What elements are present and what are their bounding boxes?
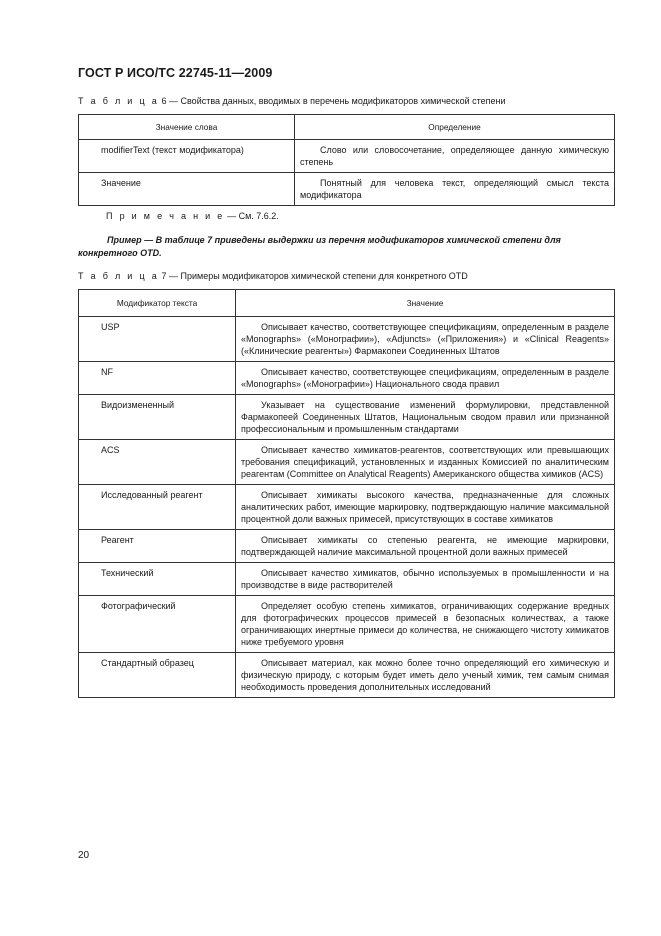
table-row <box>79 485 615 530</box>
table6-caption-label: Т а б л и ц а <box>78 96 159 106</box>
table7-caption-label: Т а б л и ц а <box>78 271 159 281</box>
table7-cell-value: Описывает материал, как можно более точно определяющий его химическую и физическую природу, с которым будет иметь дело ученый химик, тем самым снимая необходимость проведения дополнительных исследований <box>236 653 615 698</box>
example-paragraph: Пример — В таблице 7 приведены выдержки из перечня модификаторов химической степени для конкретного OTD. <box>78 235 561 258</box>
table7-header-modifier: Модификатор текста <box>79 290 236 317</box>
table7-cell-value: Описывает химикаты со степенью реагента, не имеющие маркировки, подтверждающей наличие максимальной процентной доли важных примесей <box>236 530 615 563</box>
table7-cell-value: Определяет особую степень химикатов, ограничивающих содержание вредных для фотографических процессов примесей в безопасных количествах, а также ограничивающих инертные примеси до количества, не снижающего чистоту химикатов ниже требуемого уровня <box>236 596 615 653</box>
table-row <box>79 530 615 563</box>
table-row <box>79 317 615 362</box>
table7-cell-value: Описывает качество химикатов-реагентов, соответствующих или превышающих требования спецификаций, установленных и изданных Комиссией по аналитическим реагентам (Committee on Analytical Reagents) Американского общества химиков (ACS) <box>236 440 615 485</box>
table7-cell-value: Описывает качество, соответствующее спецификациям, определенным в разделе «Monographs» («Монографии»), «Adjuncts» («Приложения») и «Clinical Reagents» («Клинические реагенты») Фармакопеи Соединенных Штатов <box>236 317 615 362</box>
table7-cell-modifier: Стандартный образец <box>79 653 236 698</box>
table7-header-value: Значение <box>236 290 615 317</box>
table-row <box>79 596 615 653</box>
table6 <box>78 114 615 206</box>
document-header: ГОСТ Р ИСО/ТС 22745-11—2009 <box>78 66 273 80</box>
table6-cell-definition: Понятный для человека текст, определяющий смысл текста модификатора <box>295 173 615 206</box>
table6-header-row <box>79 115 615 140</box>
table-row <box>79 563 615 596</box>
table7-cell-modifier: Видоизмененный <box>79 395 236 440</box>
table-row <box>79 653 615 698</box>
table-row <box>79 395 615 440</box>
table7-header-row <box>79 290 615 317</box>
table7-cell-modifier: Технический <box>79 563 236 596</box>
table7-caption-text: 7 — Примеры модификаторов химической степени для конкретного OTD <box>159 271 468 281</box>
table6-cell-definition: Слово или словосочетание, определяющее данную химическую степень <box>295 140 615 173</box>
table7-cell-modifier: NF <box>79 362 236 395</box>
note <box>106 211 279 221</box>
table7-cell-modifier: Исследованный реагент <box>79 485 236 530</box>
table7-cell-modifier: Фотографический <box>79 596 236 653</box>
table-row <box>79 140 615 173</box>
table6-header-definition: Определение <box>295 115 615 140</box>
table6-cell-word: modifierText (текст модификатора) <box>79 140 295 173</box>
page-number: 20 <box>78 850 90 861</box>
table6-caption-text: 6 — Свойства данных, вводимых в перечень модификаторов химической степени <box>159 96 506 106</box>
note-text: — См. 7.6.2. <box>224 211 279 221</box>
note-label: П р и м е ч а н и е <box>106 211 225 221</box>
table7-cell-value: Указывает на существование изменений формулировки, представленной Фармакопеей Соединенных Штатов, Национальным сводом правил или признанной профессиональным и промышленным стандартами <box>236 395 615 440</box>
table-row <box>79 440 615 485</box>
table7-cell-value: Описывает химикаты высокого качества, предназначенные для сложных аналитических работ, имеющие маркировку, подтверждающую наличие максимальной процентной доли важных примесей, присутствующих в составе химикатов <box>236 485 615 530</box>
table7-caption <box>78 271 468 281</box>
table6-caption <box>78 96 506 106</box>
table7 <box>78 289 615 698</box>
table-row <box>79 362 615 395</box>
table7-cell-value: Описывает качество, соответствующее спецификациям, определенным в разделе «Monographs» («Монографии») Национального свода правил <box>236 362 615 395</box>
table7-cell-value: Описывает качество химикатов, обычно используемых в промышленности и на производстве в виде растворителей <box>236 563 615 596</box>
table6-cell-word: Значение <box>79 173 295 206</box>
table7-cell-modifier: USP <box>79 317 236 362</box>
table7-cell-modifier: ACS <box>79 440 236 485</box>
table7-cell-modifier: Реагент <box>79 530 236 563</box>
table6-header-word: Значение слова <box>79 115 295 140</box>
table-row <box>79 173 615 206</box>
